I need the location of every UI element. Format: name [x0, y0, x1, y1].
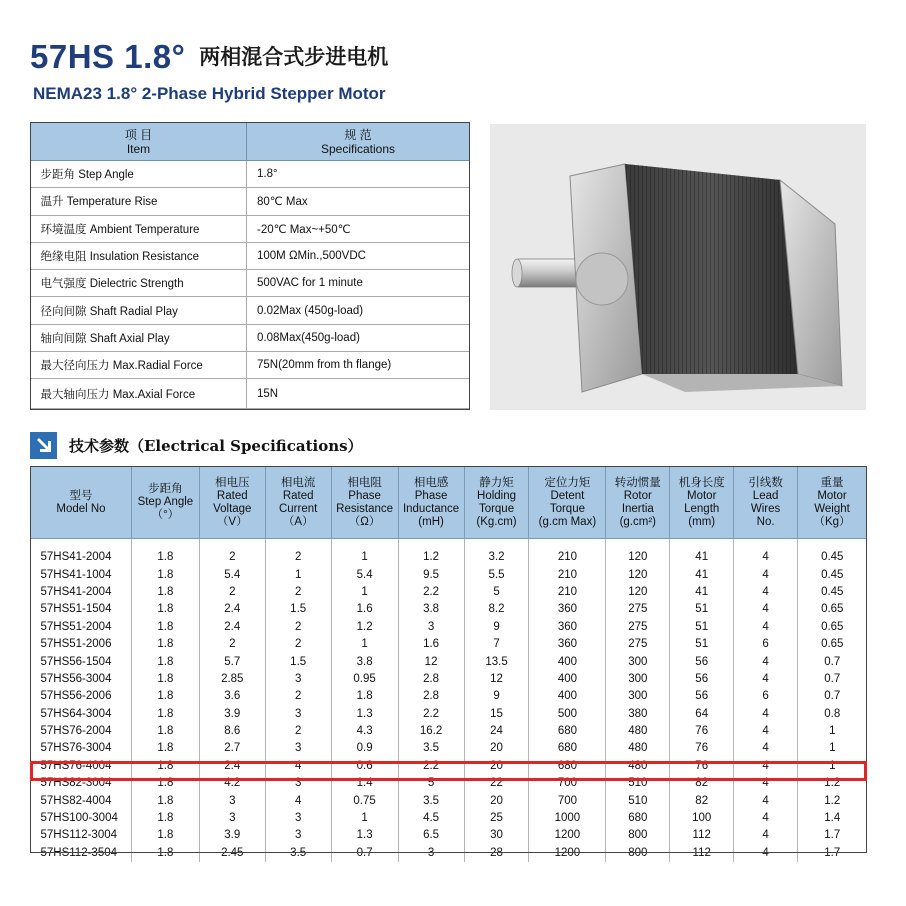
value-cell: 1200	[529, 827, 606, 844]
value-cell: 28	[464, 844, 529, 861]
value-cell: 4	[734, 618, 798, 635]
spec-item: 环境温度 Ambient Temperature	[31, 215, 247, 242]
value-cell: 4	[734, 809, 798, 826]
value-cell: 82	[670, 775, 734, 792]
value-cell: 120	[606, 549, 670, 566]
value-cell: 5	[398, 775, 464, 792]
value-cell: 800	[606, 844, 670, 861]
value-cell: 5.4	[199, 566, 265, 583]
value-cell: 1.8	[131, 827, 199, 844]
value-cell: 500	[529, 705, 606, 722]
table-row-highlighted	[31, 775, 867, 792]
value-cell: 4	[734, 583, 798, 600]
value-cell: 4	[734, 844, 798, 861]
table-row	[31, 566, 867, 583]
value-cell: 2	[199, 583, 265, 600]
value-cell: 1	[798, 740, 867, 757]
title-model: 57HS 1.8°	[30, 38, 186, 75]
value-cell: 0.7	[798, 688, 867, 705]
value-cell: 0.7	[331, 844, 398, 861]
spec-row	[31, 215, 470, 242]
table-row	[31, 757, 867, 774]
column-header: 重量 Motor Weight （Kg）	[798, 467, 867, 539]
value-cell: 1.2	[798, 775, 867, 792]
value-cell: 275	[606, 618, 670, 635]
value-cell: 400	[529, 653, 606, 670]
spec-row	[31, 188, 470, 215]
arrow-down-right-icon	[30, 432, 57, 459]
spec-value: 500VAC for 1 minute	[247, 270, 470, 297]
value-cell: 0.6	[331, 757, 398, 774]
value-cell: 2	[265, 722, 331, 739]
spec-value: 75N(20mm from th flange)	[247, 352, 470, 379]
value-cell: 3.6	[199, 688, 265, 705]
value-cell: 1.8	[331, 688, 398, 705]
value-cell: 0.45	[798, 549, 867, 566]
electrical-spec-table	[30, 466, 867, 862]
value-cell: 51	[670, 618, 734, 635]
table-row	[31, 618, 867, 635]
column-header: 步距角 Step Angle （°）	[131, 467, 199, 539]
value-cell: 1.8	[131, 583, 199, 600]
value-cell: 5.7	[199, 653, 265, 670]
value-cell: 360	[529, 635, 606, 652]
value-cell: 1.3	[331, 705, 398, 722]
value-cell: 41	[670, 549, 734, 566]
spec-row	[31, 324, 470, 351]
value-cell: 300	[606, 670, 670, 687]
table-row	[31, 601, 867, 618]
value-cell: 25	[464, 809, 529, 826]
table-row	[31, 809, 867, 826]
value-cell: 4	[734, 705, 798, 722]
value-cell: 4	[265, 792, 331, 809]
value-cell: 3	[398, 618, 464, 635]
model-cell: 57HS41-1004	[40, 568, 112, 581]
value-cell: 41	[670, 583, 734, 600]
value-cell: 700	[529, 775, 606, 792]
spec-item: 最大径向压力 Max.Radial Force	[31, 352, 247, 379]
spec-row	[31, 270, 470, 297]
spec-row	[31, 242, 470, 269]
value-cell: 20	[464, 740, 529, 757]
value-cell: 0.45	[798, 583, 867, 600]
value-cell: 5	[464, 583, 529, 600]
model-cell: 57HS76-3004	[40, 742, 112, 755]
column-header: 静力矩 Holding Torque (Kg.cm)	[464, 467, 529, 539]
value-cell: 4	[734, 566, 798, 583]
table-row	[31, 740, 867, 757]
value-cell: 1.3	[331, 827, 398, 844]
value-cell: 0.45	[798, 566, 867, 583]
value-cell: 0.65	[798, 601, 867, 618]
value-cell: 1.8	[131, 740, 199, 757]
column-header: 引线数 Lead Wires No.	[734, 467, 798, 539]
spec-item: 温升 Temperature Rise	[31, 188, 247, 215]
value-cell: 3.9	[199, 705, 265, 722]
value-cell: 76	[670, 722, 734, 739]
electrical-table-body	[31, 539, 867, 862]
value-cell: 1.4	[331, 775, 398, 792]
value-cell: 1.8	[131, 722, 199, 739]
value-cell: 20	[464, 757, 529, 774]
value-cell: 6	[734, 688, 798, 705]
value-cell: 4	[265, 757, 331, 774]
value-cell: 1	[331, 549, 398, 566]
value-cell: 2.8	[398, 688, 464, 705]
table-row	[31, 688, 867, 705]
value-cell: 3.5	[398, 792, 464, 809]
value-cell: 1	[798, 757, 867, 774]
value-cell: 6	[734, 635, 798, 652]
value-cell: 30	[464, 827, 529, 844]
page-subtitle: NEMA23 1.8° 2-Phase Hybrid Stepper Motor	[33, 84, 386, 103]
value-cell: 16.2	[398, 722, 464, 739]
value-cell: 2.4	[199, 757, 265, 774]
spec-row	[31, 297, 470, 324]
spec-item: 电气强度 Dielectric Strength	[31, 270, 247, 297]
electrical-table-header	[31, 467, 867, 539]
value-cell: 1.6	[331, 601, 398, 618]
value-cell: 2	[199, 635, 265, 652]
spec-header-item-en: Item	[126, 141, 151, 156]
model-cell: 57HS82-4004	[40, 794, 112, 807]
spec-header-item	[31, 123, 247, 161]
column-header: 转动惯量 Rotor Inertia (g.cm²)	[606, 467, 670, 539]
value-cell: 2.4	[199, 601, 265, 618]
motor-photo	[490, 124, 866, 410]
value-cell: 1.8	[131, 566, 199, 583]
table-row	[31, 844, 867, 861]
value-cell: 7	[464, 635, 529, 652]
value-cell: 3	[265, 775, 331, 792]
value-cell: 2.2	[398, 583, 464, 600]
value-cell: 3	[199, 809, 265, 826]
spec-item: 绝缘电阻 Insulation Resistance	[31, 242, 247, 269]
model-cell: 57HS64-3004	[40, 707, 112, 720]
value-cell: 41	[670, 566, 734, 583]
value-cell: 3.8	[398, 601, 464, 618]
value-cell: 1	[331, 809, 398, 826]
value-cell: 1.5	[265, 601, 331, 618]
value-cell: 700	[529, 792, 606, 809]
value-cell: 112	[670, 827, 734, 844]
column-header: 相电流 Rated Current （A）	[265, 467, 331, 539]
value-cell: 13.5	[464, 653, 529, 670]
value-cell: 3	[265, 827, 331, 844]
value-cell: 12	[398, 653, 464, 670]
value-cell: 1.2	[798, 792, 867, 809]
spec-header-spec-cn: 规 范	[344, 127, 372, 142]
model-cell: 57HS51-2006	[40, 638, 112, 651]
value-cell: 3	[398, 844, 464, 861]
value-cell: 3.2	[464, 549, 529, 566]
table-row	[31, 827, 867, 844]
table-row	[31, 722, 867, 739]
spec-value: 100M ΩMin.,500VDC	[247, 242, 470, 269]
value-cell: 300	[606, 688, 670, 705]
value-cell: 12	[464, 670, 529, 687]
value-cell: 0.7	[798, 653, 867, 670]
value-cell: 120	[606, 583, 670, 600]
value-cell: 2.2	[398, 757, 464, 774]
table-row	[31, 670, 867, 687]
value-cell: 480	[606, 722, 670, 739]
value-cell: 4	[734, 549, 798, 566]
value-cell: 100	[670, 809, 734, 826]
value-cell: 4	[734, 653, 798, 670]
value-cell: 56	[670, 688, 734, 705]
value-cell: 680	[606, 809, 670, 826]
value-cell: 2.4	[199, 618, 265, 635]
value-cell: 24	[464, 722, 529, 739]
value-cell: 1	[798, 722, 867, 739]
value-cell: 5.4	[331, 566, 398, 583]
spec-header-spec-en: Specifications	[320, 141, 396, 156]
spec-row	[31, 161, 470, 188]
value-cell: 275	[606, 601, 670, 618]
value-cell: 210	[529, 583, 606, 600]
value-cell: 510	[606, 775, 670, 792]
value-cell: 210	[529, 549, 606, 566]
value-cell: 0.8	[798, 705, 867, 722]
value-cell: 1.8	[131, 809, 199, 826]
table-row	[31, 635, 867, 652]
value-cell: 1.8	[131, 705, 199, 722]
value-cell: 1.8	[131, 775, 199, 792]
value-cell: 2	[265, 635, 331, 652]
value-cell: 51	[670, 601, 734, 618]
spec-table-body	[31, 161, 470, 409]
column-header: 型号 Model No	[31, 467, 132, 539]
value-cell: 360	[529, 601, 606, 618]
value-cell: 400	[529, 688, 606, 705]
value-cell: 4.5	[398, 809, 464, 826]
electrical-section-heading	[30, 430, 363, 460]
value-cell: 1	[265, 566, 331, 583]
table-spacer	[31, 539, 867, 549]
section-title: 技术参数（Electrical Specifications）	[69, 436, 363, 455]
model-cell: 57HS56-1504	[40, 655, 112, 668]
value-cell: 3	[265, 705, 331, 722]
spec-value: 80℃ Max	[247, 188, 470, 215]
value-cell: 1.5	[265, 653, 331, 670]
spec-row	[31, 379, 470, 409]
value-cell: 9.5	[398, 566, 464, 583]
value-cell: 1.7	[798, 827, 867, 844]
value-cell: 0.65	[798, 618, 867, 635]
spec-value: 0.02Max (450g-load)	[247, 297, 470, 324]
value-cell: 1.2	[331, 618, 398, 635]
spec-table	[30, 122, 470, 409]
value-cell: 1.8	[131, 792, 199, 809]
value-cell: 380	[606, 705, 670, 722]
value-cell: 8.2	[464, 601, 529, 618]
value-cell: 1	[331, 635, 398, 652]
value-cell: 1.8	[131, 549, 199, 566]
model-cell: 57HS76-4004	[40, 759, 112, 772]
model-cell: 57HS100-3004	[40, 812, 118, 825]
value-cell: 4	[734, 827, 798, 844]
page-title	[30, 38, 388, 76]
value-cell: 3.5	[398, 740, 464, 757]
value-cell: 1000	[529, 809, 606, 826]
value-cell: 51	[670, 635, 734, 652]
spec-header-spec	[247, 123, 470, 161]
value-cell: 3	[265, 740, 331, 757]
table-row	[31, 792, 867, 809]
value-cell: 3	[265, 670, 331, 687]
value-cell: 275	[606, 635, 670, 652]
value-cell: 1.8	[131, 844, 199, 861]
value-cell: 4	[734, 601, 798, 618]
model-cell: 57HS82-3004	[40, 777, 112, 790]
value-cell: 1.6	[398, 635, 464, 652]
value-cell: 9	[464, 688, 529, 705]
value-cell: 480	[606, 757, 670, 774]
value-cell: 64	[670, 705, 734, 722]
model-cell: 57HS56-3004	[40, 672, 112, 685]
value-cell: 8.6	[199, 722, 265, 739]
value-cell: 6.5	[398, 827, 464, 844]
value-cell: 2.2	[398, 705, 464, 722]
spec-item: 步距角 Step Angle	[31, 161, 247, 188]
table-row	[31, 583, 867, 600]
value-cell: 2.85	[199, 670, 265, 687]
spec-header-item-cn: 项 目	[124, 127, 153, 142]
column-header: 定位力矩 Detent Torque (g.cm Max)	[529, 467, 606, 539]
value-cell: 3	[199, 792, 265, 809]
value-cell: 1.2	[398, 549, 464, 566]
spec-value: -20℃ Max~+50℃	[247, 215, 470, 242]
model-cell: 57HS112-3004	[40, 829, 118, 842]
value-cell: 1.8	[131, 635, 199, 652]
spec-item: 最大轴向压力 Max.Axial Force	[31, 379, 247, 409]
value-cell: 20	[464, 792, 529, 809]
value-cell: 510	[606, 792, 670, 809]
value-cell: 5.5	[464, 566, 529, 583]
value-cell: 82	[670, 792, 734, 809]
table-row	[31, 653, 867, 670]
value-cell: 2	[199, 549, 265, 566]
value-cell: 2.8	[398, 670, 464, 687]
value-cell: 3.5	[265, 844, 331, 861]
value-cell: 0.75	[331, 792, 398, 809]
value-cell: 0.65	[798, 635, 867, 652]
value-cell: 15	[464, 705, 529, 722]
model-cell: 57HS112-3504	[40, 846, 118, 859]
value-cell: 56	[670, 670, 734, 687]
value-cell: 4	[734, 775, 798, 792]
value-cell: 2	[265, 618, 331, 635]
value-cell: 4	[734, 722, 798, 739]
value-cell: 1.7	[798, 844, 867, 861]
value-cell: 1200	[529, 844, 606, 861]
value-cell: 1.8	[131, 601, 199, 618]
value-cell: 22	[464, 775, 529, 792]
value-cell: 680	[529, 757, 606, 774]
value-cell: 3	[265, 809, 331, 826]
table-row	[31, 705, 867, 722]
value-cell: 3.9	[199, 827, 265, 844]
stepper-motor-image	[490, 124, 866, 410]
value-cell: 1.8	[131, 688, 199, 705]
model-cell: 57HS51-1504	[40, 603, 112, 616]
value-cell: 680	[529, 740, 606, 757]
model-cell: 57HS51-2004	[40, 620, 112, 633]
value-cell: 210	[529, 566, 606, 583]
value-cell: 3.8	[331, 653, 398, 670]
value-cell: 1.8	[131, 618, 199, 635]
value-cell: 1.4	[798, 809, 867, 826]
value-cell: 1.8	[131, 653, 199, 670]
value-cell: 4.3	[331, 722, 398, 739]
model-cell: 57HS41-2004	[40, 551, 112, 564]
value-cell: 680	[529, 722, 606, 739]
value-cell: 4	[734, 757, 798, 774]
value-cell: 0.95	[331, 670, 398, 687]
value-cell: 4.2	[199, 775, 265, 792]
value-cell: 56	[670, 653, 734, 670]
spec-value: 0.08Max(450g-load)	[247, 324, 470, 351]
value-cell: 120	[606, 566, 670, 583]
value-cell: 76	[670, 740, 734, 757]
spec-value: 1.8°	[247, 161, 470, 188]
value-cell: 0.9	[331, 740, 398, 757]
value-cell: 2	[265, 688, 331, 705]
value-cell: 2.45	[199, 844, 265, 861]
value-cell: 2	[265, 549, 331, 566]
model-cell: 57HS76-2004	[40, 725, 112, 738]
title-cn: 两相混合式步进电机	[199, 46, 389, 69]
value-cell: 112	[670, 844, 734, 861]
spec-row	[31, 352, 470, 379]
column-header: 相电感 Phase Inductance (mH)	[398, 467, 464, 539]
value-cell: 2.7	[199, 740, 265, 757]
value-cell: 360	[529, 618, 606, 635]
spec-item: 径向间隙 Shaft Radial Play	[31, 297, 247, 324]
spec-item: 轴向间隙 Shaft Axial Play	[31, 324, 247, 351]
value-cell: 300	[606, 653, 670, 670]
value-cell: 1.8	[131, 670, 199, 687]
value-cell: 4	[734, 670, 798, 687]
column-header: 相电压 Rated Voltage （V）	[199, 467, 265, 539]
value-cell: 4	[734, 740, 798, 757]
value-cell: 1	[331, 583, 398, 600]
value-cell: 0.7	[798, 670, 867, 687]
table-row	[31, 549, 867, 566]
value-cell: 4	[734, 792, 798, 809]
model-cell: 57HS41-2004	[40, 585, 112, 598]
model-cell: 57HS56-2006	[40, 690, 112, 703]
value-cell: 400	[529, 670, 606, 687]
value-cell: 800	[606, 827, 670, 844]
value-cell: 2	[265, 583, 331, 600]
value-cell: 9	[464, 618, 529, 635]
value-cell: 480	[606, 740, 670, 757]
value-cell: 1.8	[131, 757, 199, 774]
spec-value: 15N	[247, 379, 470, 409]
value-cell: 76	[670, 757, 734, 774]
column-header: 相电阻 Phase Resistance （Ω）	[331, 467, 398, 539]
column-header: 机身长度 Motor Length (mm)	[670, 467, 734, 539]
